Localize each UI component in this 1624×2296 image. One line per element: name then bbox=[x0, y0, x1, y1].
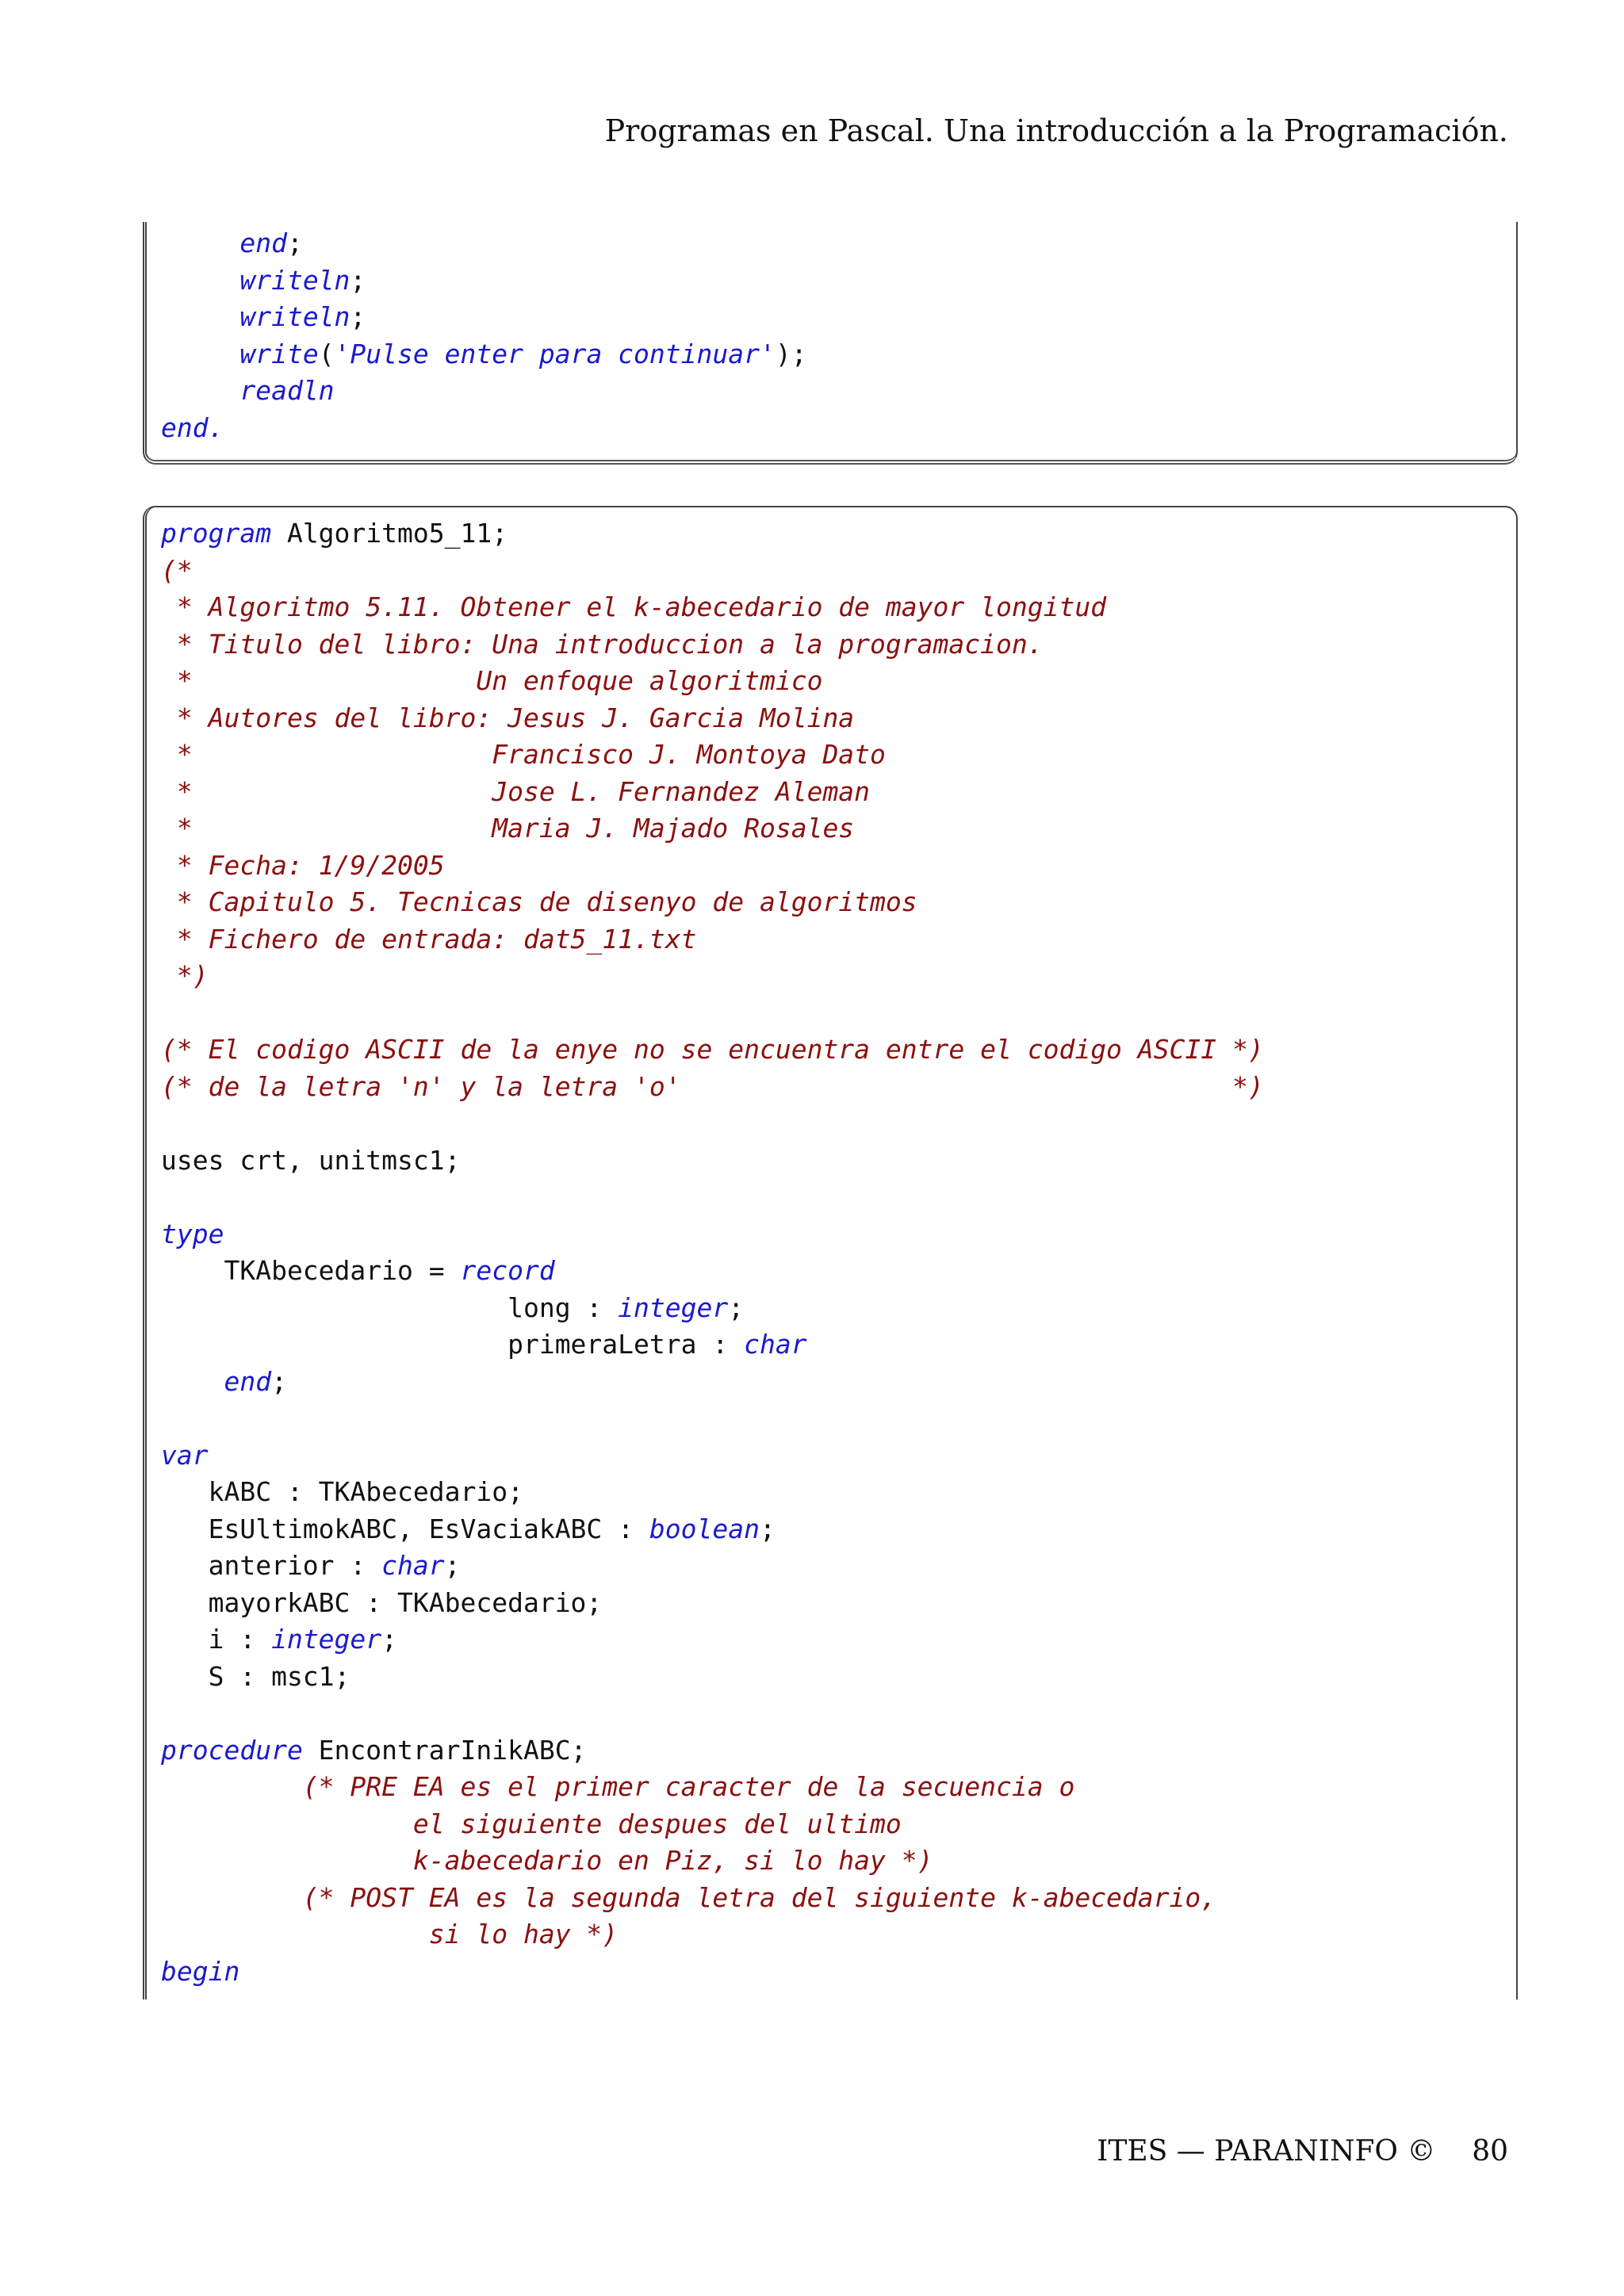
code-line bbox=[161, 1400, 1502, 1437]
code-line bbox=[161, 995, 1502, 1032]
code-line bbox=[161, 373, 1502, 410]
code-line bbox=[161, 1179, 1502, 1216]
code-token: procedure bbox=[161, 1734, 303, 1766]
code-line bbox=[161, 1031, 1502, 1069]
code-line bbox=[161, 663, 1502, 700]
code-line bbox=[161, 336, 1502, 373]
code-line bbox=[161, 848, 1502, 885]
code-token bbox=[161, 339, 239, 369]
code-token: 'Pulse enter para continuar' bbox=[334, 338, 776, 369]
code-token: long : bbox=[161, 1292, 619, 1323]
code-token: * Jose L. Fernandez Aleman bbox=[161, 775, 871, 807]
code-token: kABC : TKAbecedario; bbox=[161, 1476, 523, 1507]
code-token: end. bbox=[161, 411, 224, 443]
code-line bbox=[161, 626, 1502, 664]
code-token: S : msc1; bbox=[161, 1660, 350, 1692]
code-token: primeraLetra : bbox=[161, 1329, 745, 1360]
code-line bbox=[161, 1769, 1502, 1806]
code-token: ( bbox=[318, 338, 335, 369]
code-line bbox=[161, 225, 1502, 262]
code-line bbox=[161, 921, 1502, 959]
code-token: * Un enfoque algoritmico bbox=[161, 665, 823, 696]
code-line bbox=[161, 1806, 1502, 1843]
code-token: k-abecedario en Piz, si lo hay *) bbox=[161, 1845, 933, 1876]
running-header: Programas en Pascal. Una introducción a la Programación. bbox=[604, 113, 1508, 148]
code-token: el siguiente despues del ultimo bbox=[161, 1808, 902, 1839]
code-line bbox=[161, 1216, 1502, 1253]
code-token: boolean bbox=[649, 1513, 760, 1544]
code-line bbox=[161, 1843, 1502, 1880]
code-token: Algoritmo5_11; bbox=[271, 518, 508, 549]
code-line bbox=[161, 737, 1502, 774]
code-line bbox=[161, 1585, 1502, 1622]
code-line bbox=[161, 774, 1502, 811]
code-token: TKAbecedario = bbox=[161, 1255, 461, 1286]
code-token: *) bbox=[161, 960, 209, 991]
code-line bbox=[161, 1880, 1502, 1917]
code-line bbox=[161, 589, 1502, 626]
code-token: writeln bbox=[239, 301, 350, 332]
code-line bbox=[161, 884, 1502, 921]
code-token: * Capitulo 5. Tecnicas de disenyo de algoritmos bbox=[161, 886, 917, 917]
code-token: integer bbox=[618, 1292, 729, 1323]
code-token: (* El codigo ASCII de la enye no se encuentra entre el codigo ASCII *) bbox=[161, 1034, 1264, 1065]
code-token: uses crt, unitmsc1; bbox=[161, 1144, 461, 1176]
code-token: writeln bbox=[239, 264, 350, 296]
code-token bbox=[161, 375, 239, 406]
code-token: type bbox=[161, 1218, 224, 1249]
code-token: * Titulo del libro: Una introduccion a la programacion. bbox=[161, 628, 1044, 660]
code-token: * Algoritmo 5.11. Obtener el k-abecedario de mayor longitud bbox=[161, 591, 1107, 622]
code-token: end bbox=[224, 1365, 272, 1397]
code-token: ); bbox=[775, 338, 807, 369]
code-token: EncontrarInikABC; bbox=[302, 1734, 587, 1766]
code-line bbox=[161, 1474, 1502, 1511]
code-token: ; bbox=[444, 1550, 461, 1581]
code-line bbox=[161, 1695, 1502, 1732]
code-token: ; bbox=[728, 1292, 745, 1323]
code-token: char bbox=[381, 1550, 445, 1581]
code-token: ; bbox=[759, 1513, 776, 1544]
code-line bbox=[161, 958, 1502, 995]
code-line bbox=[161, 1659, 1502, 1696]
code-token bbox=[161, 228, 239, 258]
code-token: (* POST EA es la segunda letra del siguiente k-abecedario, bbox=[161, 1881, 1217, 1913]
footer-publisher: ITES — PARANINFO © bbox=[1097, 2135, 1436, 2168]
code-token: write bbox=[239, 338, 319, 369]
code-token: ; bbox=[286, 228, 303, 258]
code-token: si lo hay *) bbox=[161, 1919, 619, 1950]
code-token: (* bbox=[161, 554, 193, 586]
code-token: char bbox=[744, 1329, 807, 1360]
code-token: ; bbox=[271, 1365, 287, 1397]
code-line bbox=[161, 1621, 1502, 1659]
code-line bbox=[161, 1253, 1502, 1290]
code-token: integer bbox=[271, 1624, 382, 1655]
code-listing-algoritmo5-11 bbox=[143, 506, 1518, 1999]
code-line bbox=[161, 1069, 1502, 1106]
code-token: i : bbox=[161, 1624, 272, 1655]
code-token: program bbox=[161, 518, 272, 549]
code-line bbox=[161, 1326, 1502, 1364]
code-token: begin bbox=[161, 1955, 240, 1987]
code-token: * Fichero de entrada: dat5_11.txt bbox=[161, 923, 697, 955]
code-token: ; bbox=[350, 264, 366, 296]
code-line bbox=[161, 1548, 1502, 1585]
code-line bbox=[161, 1290, 1502, 1327]
code-line bbox=[161, 1916, 1502, 1954]
code-token: EsUltimokABC, EsVaciakABC : bbox=[161, 1513, 649, 1544]
code-token bbox=[161, 265, 239, 296]
code-line bbox=[161, 1105, 1502, 1142]
code-line bbox=[161, 1954, 1502, 1991]
code-line bbox=[161, 262, 1502, 300]
code-line bbox=[161, 1732, 1502, 1770]
code-line bbox=[161, 810, 1502, 848]
code-token: * Autores del libro: Jesus J. Garcia Molina bbox=[161, 702, 855, 733]
code-line bbox=[161, 299, 1502, 336]
code-token: anterior : bbox=[161, 1550, 382, 1581]
code-token bbox=[161, 301, 239, 332]
code-token: end bbox=[239, 228, 287, 258]
code-line bbox=[161, 1142, 1502, 1180]
code-token bbox=[161, 1366, 224, 1397]
code-line bbox=[161, 1364, 1502, 1401]
code-token: ; bbox=[350, 301, 366, 332]
page-number: 80 bbox=[1472, 2135, 1508, 2168]
code-line bbox=[161, 1511, 1502, 1548]
code-line bbox=[161, 1437, 1502, 1475]
code-line bbox=[161, 515, 1502, 553]
code-token: var bbox=[161, 1439, 209, 1471]
code-token: record bbox=[460, 1255, 555, 1286]
code-token: (* de la letra 'n' y la letra 'o' *) bbox=[161, 1070, 1264, 1102]
code-block-1 bbox=[161, 225, 1502, 446]
code-line bbox=[161, 700, 1502, 737]
code-block-2 bbox=[161, 515, 1502, 1990]
code-token: mayorkABC : TKAbecedario; bbox=[161, 1586, 603, 1618]
code-token: * Maria J. Majado Rosales bbox=[161, 813, 855, 844]
code-token: readln bbox=[239, 375, 335, 406]
code-token: * Fecha: 1/9/2005 bbox=[161, 849, 445, 881]
code-listing-continued bbox=[143, 222, 1518, 465]
page-footer bbox=[1097, 2135, 1508, 2168]
code-token: ; bbox=[381, 1624, 398, 1655]
code-token: (* PRE EA es el primer caracter de la secuencia o bbox=[161, 1771, 1075, 1802]
code-line bbox=[161, 410, 1502, 447]
code-line bbox=[161, 553, 1502, 590]
code-token: * Francisco J. Montoya Dato bbox=[161, 739, 886, 770]
